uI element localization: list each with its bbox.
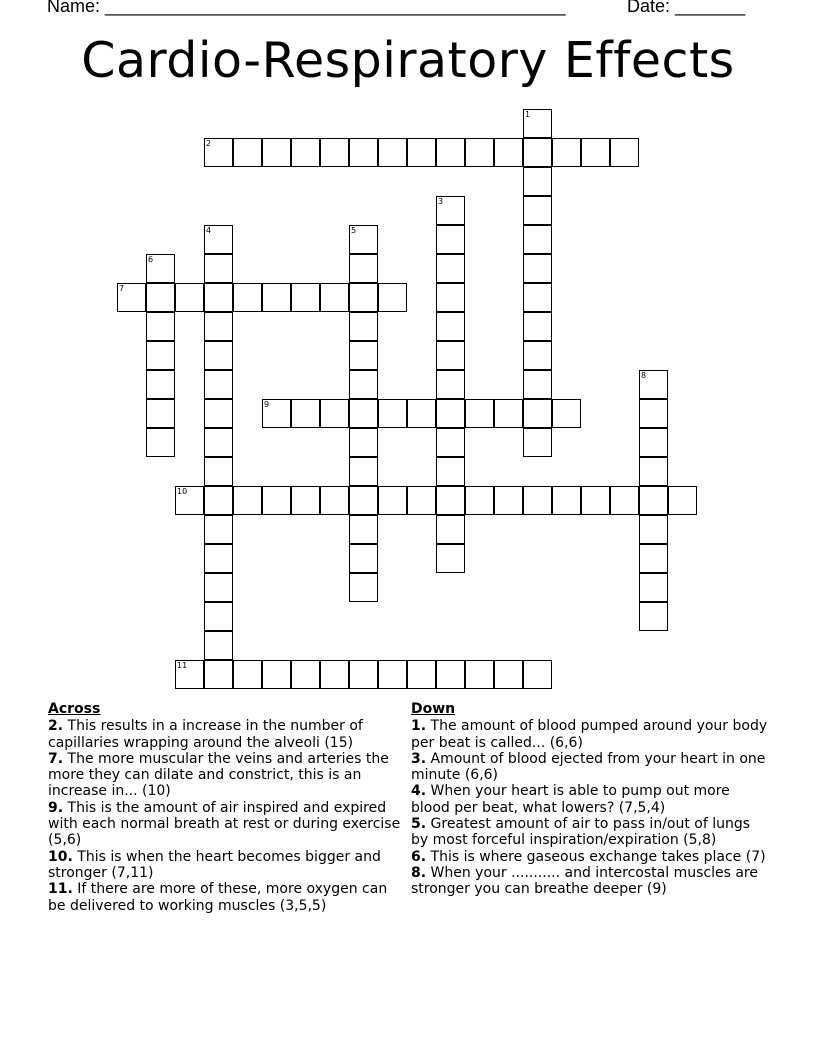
crossword-cell[interactable] — [407, 660, 436, 689]
crossword-cell[interactable] — [204, 341, 233, 370]
crossword-cell[interactable] — [146, 370, 175, 399]
clue-number: 6 — [148, 255, 154, 264]
crossword-cell[interactable] — [610, 486, 639, 515]
crossword-cell[interactable] — [523, 167, 552, 196]
crossword-cell[interactable] — [523, 312, 552, 341]
crossword-cell[interactable] — [436, 196, 465, 225]
clue-number: 3 — [438, 197, 444, 206]
crossword-cell[interactable] — [523, 486, 552, 515]
crossword-cell[interactable] — [494, 138, 523, 167]
crossword-cell[interactable] — [494, 486, 523, 515]
crossword-cell[interactable] — [523, 254, 552, 283]
clue-across-10: 10. This is when the heart becomes bigger and stronger (7,11) — [48, 848, 381, 881]
crossword-cell[interactable] — [407, 486, 436, 515]
name-field: Name: ______________________________________________ — [47, 0, 566, 16]
crossword-cell[interactable] — [407, 138, 436, 167]
clue-number: 1 — [525, 110, 531, 119]
clue-number: 9 — [264, 400, 270, 409]
crossword-cell[interactable] — [436, 138, 465, 167]
clue-across-11: 11. If there are more of these, more oxygen can be delivered to working muscles (3,5,5) — [48, 881, 388, 914]
crossword-cell[interactable] — [436, 341, 465, 370]
crossword-cell[interactable] — [465, 138, 494, 167]
crossword-cell[interactable] — [581, 486, 610, 515]
across-heading: Across — [48, 701, 101, 717]
crossword-cell[interactable] — [436, 515, 465, 544]
crossword-cell[interactable] — [349, 428, 378, 457]
crossword-cell[interactable] — [146, 399, 175, 428]
clue-down-4: 4. When your heart is able to pump out more blood per beat, what lowers? (7,5,4) — [411, 783, 730, 816]
crossword-cell[interactable] — [349, 457, 378, 486]
crossword-cell[interactable] — [436, 399, 465, 428]
crossword-cell[interactable] — [204, 283, 233, 312]
crossword-cell[interactable] — [146, 312, 175, 341]
crossword-cell[interactable] — [436, 370, 465, 399]
crossword-cell[interactable] — [523, 399, 552, 428]
crossword-cell[interactable] — [204, 486, 233, 515]
crossword-cell[interactable] — [204, 457, 233, 486]
crossword-cell[interactable] — [175, 486, 204, 515]
crossword-cell[interactable] — [233, 138, 262, 167]
crossword-cell[interactable] — [291, 138, 320, 167]
crossword-cell[interactable] — [320, 399, 349, 428]
crossword-cell[interactable] — [552, 138, 581, 167]
crossword-cell[interactable] — [320, 138, 349, 167]
date-field: Date: _______ — [627, 0, 746, 16]
crossword-cell[interactable] — [349, 660, 378, 689]
crossword-cell[interactable] — [262, 283, 291, 312]
crossword-cell[interactable] — [349, 486, 378, 515]
crossword-cell[interactable] — [117, 283, 146, 312]
crossword-cell[interactable] — [639, 544, 668, 573]
clue-number: 8 — [641, 371, 647, 380]
crossword-cell[interactable] — [465, 399, 494, 428]
crossword-cell[interactable] — [204, 225, 233, 254]
crossword-cell[interactable] — [349, 225, 378, 254]
crossword-cell[interactable] — [204, 138, 233, 167]
clue-number: 5 — [351, 226, 357, 235]
crossword-cell[interactable] — [291, 399, 320, 428]
crossword-cell[interactable] — [233, 283, 262, 312]
clue-number: 2 — [206, 139, 212, 148]
crossword-cell[interactable] — [523, 225, 552, 254]
clue-number: 7 — [119, 284, 125, 293]
crossword-cell[interactable] — [146, 254, 175, 283]
crossword-cell[interactable] — [204, 254, 233, 283]
crossword-cell[interactable] — [233, 660, 262, 689]
crossword-cell[interactable] — [436, 544, 465, 573]
crossword-cell[interactable] — [639, 486, 668, 515]
crossword-cell[interactable] — [291, 486, 320, 515]
crossword-cell[interactable] — [639, 515, 668, 544]
clue-down-8: 8. When your ........... and intercostal muscles are stronger you can breathe deeper (9) — [411, 864, 758, 898]
crossword-cell[interactable] — [668, 486, 697, 515]
crossword-cell[interactable] — [523, 428, 552, 457]
crossword-cell[interactable] — [494, 660, 523, 689]
crossword-cell[interactable] — [291, 283, 320, 312]
crossword-cell[interactable] — [204, 370, 233, 399]
crossword-cell[interactable] — [262, 486, 291, 515]
crossword-cell[interactable] — [552, 486, 581, 515]
crossword-cell[interactable] — [639, 370, 668, 399]
crossword-cell[interactable] — [204, 544, 233, 573]
clue-across-2: 2. This results in a increase in the number of capillaries wrapping around the alveoli (15) — [48, 718, 363, 751]
clue-down-5: 5. Greatest amount of air to pass in/out of lungs by most forceful inspiration/expiration (5,8) — [411, 816, 751, 849]
crossword-cell[interactable] — [465, 486, 494, 515]
crossword-cell[interactable] — [610, 138, 639, 167]
crossword-cell[interactable] — [204, 515, 233, 544]
crossword-cell[interactable] — [349, 341, 378, 370]
crossword-cell[interactable] — [349, 312, 378, 341]
clue-number: 10 — [177, 487, 188, 496]
crossword-cell[interactable] — [523, 370, 552, 399]
crossword-cell[interactable] — [349, 254, 378, 283]
crossword-cell[interactable] — [639, 602, 668, 631]
clue-down-1: 1. The amount of blood pumped around your body per beat is called... (6,6) — [411, 718, 768, 751]
crossword-cell[interactable] — [204, 399, 233, 428]
crossword-cell[interactable] — [204, 602, 233, 631]
page-title: Cardio-Respiratory Effects — [81, 32, 735, 89]
crossword-cell[interactable] — [146, 341, 175, 370]
crossword-cell[interactable] — [494, 399, 523, 428]
crossword-cell[interactable] — [349, 399, 378, 428]
crossword-cell[interactable] — [175, 283, 204, 312]
crossword-cell[interactable] — [349, 544, 378, 573]
crossword-cell[interactable] — [320, 283, 349, 312]
clue-number: 11 — [177, 661, 188, 670]
crossword-cell[interactable] — [204, 573, 233, 602]
crossword-cell[interactable] — [349, 138, 378, 167]
crossword-cell[interactable] — [639, 428, 668, 457]
crossword-cell[interactable] — [204, 660, 233, 689]
crossword-cell[interactable] — [436, 225, 465, 254]
crossword-cell[interactable] — [523, 660, 552, 689]
crossword-cell[interactable] — [262, 660, 291, 689]
crossword-cell[interactable] — [523, 283, 552, 312]
crossword-cell[interactable] — [378, 399, 407, 428]
crossword-cell[interactable] — [523, 341, 552, 370]
crossword-cell[interactable] — [639, 573, 668, 602]
down-heading: Down — [411, 701, 456, 717]
down-clues — [411, 701, 771, 898]
crossword-cell[interactable] — [204, 428, 233, 457]
clue-across-7: 7. The more muscular the veins and arteries the more they can dilate and constrict, this is an increase in... (10) — [48, 750, 389, 800]
crossword-cell[interactable] — [581, 138, 610, 167]
crossword-cell[interactable] — [523, 138, 552, 167]
crossword-cell[interactable] — [523, 109, 552, 138]
crossword-cell[interactable] — [204, 631, 233, 660]
crossword-cell[interactable] — [349, 283, 378, 312]
crossword-cell[interactable] — [262, 399, 291, 428]
crossword-cell[interactable] — [639, 457, 668, 486]
crossword-cell[interactable] — [378, 138, 407, 167]
clue-across-9: 9. This is the amount of air inspired and expired with each normal breath at rest or during exercise (5,6) — [48, 799, 401, 849]
crossword-cell[interactable] — [146, 428, 175, 457]
crossword-cell[interactable] — [523, 196, 552, 225]
crossword-cell[interactable] — [436, 254, 465, 283]
crossword-cell[interactable] — [436, 486, 465, 515]
crossword-cell[interactable] — [639, 399, 668, 428]
crossword-cell[interactable] — [436, 312, 465, 341]
crossword-cell[interactable] — [436, 457, 465, 486]
clue-down-3: 3. Amount of blood ejected from your heart in one minute (6,6) — [411, 750, 766, 784]
crossword-cell[interactable] — [378, 283, 407, 312]
crossword-cell[interactable] — [233, 486, 262, 515]
crossword-cell[interactable] — [320, 660, 349, 689]
crossword-cell[interactable] — [175, 660, 204, 689]
crossword-cell[interactable] — [378, 486, 407, 515]
crossword-cell[interactable] — [349, 515, 378, 544]
crossword-cell[interactable] — [552, 399, 581, 428]
crossword-cell[interactable] — [349, 573, 378, 602]
crossword-cell[interactable] — [291, 660, 320, 689]
crossword-cell[interactable] — [146, 283, 175, 312]
clue-number: 4 — [206, 226, 212, 235]
crossword-cell[interactable] — [465, 660, 494, 689]
crossword-cell[interactable] — [407, 399, 436, 428]
crossword-cell[interactable] — [378, 660, 407, 689]
crossword-cell[interactable] — [436, 283, 465, 312]
crossword-cell[interactable] — [349, 370, 378, 399]
crossword-cell[interactable] — [436, 428, 465, 457]
crossword-cell[interactable] — [320, 486, 349, 515]
crossword-cell[interactable] — [436, 660, 465, 689]
clue-down-6: 6. This is where gaseous exchange takes place (7) — [411, 848, 766, 865]
crossword-cell[interactable] — [204, 312, 233, 341]
across-clues — [48, 701, 408, 914]
crossword-cell[interactable] — [262, 138, 291, 167]
